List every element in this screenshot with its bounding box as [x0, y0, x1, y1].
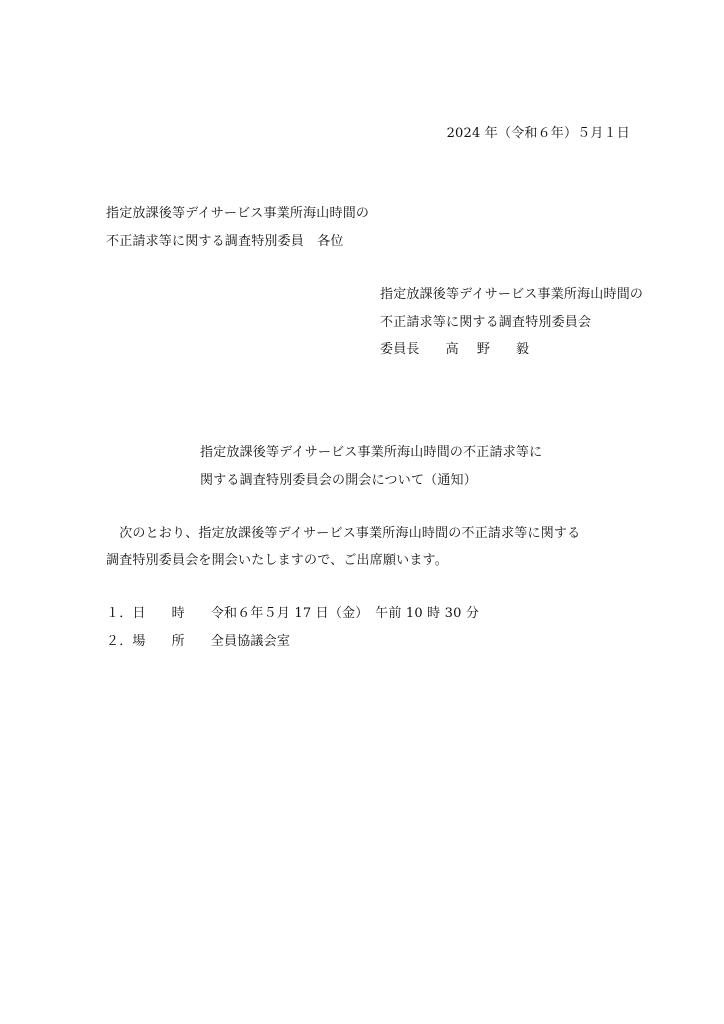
sender-name-part-2: 野	[476, 342, 491, 357]
subject-line-1: 指定放課後等デイサービス事業所海山時間の不正請求等に	[200, 445, 543, 460]
sender-signature-line	[380, 343, 529, 356]
list-item	[106, 607, 479, 620]
item-number: ２．	[106, 634, 133, 649]
recipient-line-1: 指定放課後等デイサービス事業所海山時間の	[106, 206, 370, 221]
body-text-1: 次のとおり、指定放課後等デイサービス事業所海山時間の不正請求等に関する	[119, 526, 581, 541]
subject-line-2: 関する調査特別委員会の開会について（通知）	[200, 473, 477, 488]
sender-name-part-3: 毅	[516, 342, 530, 357]
sender-name-part-1: 高	[445, 342, 459, 357]
item-label-part-2: 所	[171, 634, 185, 649]
sender-title: 委員長	[380, 342, 420, 357]
body-line-2: 調査特別委員会を開会いたしますので、ご出席願います。	[106, 553, 448, 568]
body-line-1	[106, 527, 580, 540]
item-label-part-1: 日	[132, 606, 146, 621]
sender-line-2: 不正請求等に関する調査特別委員会	[380, 315, 592, 330]
date-line: 2024 年（令和６年）５月１日	[446, 126, 630, 141]
recipient-line-2: 不正請求等に関する調査特別委員 各位	[106, 234, 344, 249]
item-value: 全員協議会室	[210, 634, 291, 649]
item-label-part-1: 場	[132, 634, 146, 649]
item-label-part-2: 時	[171, 606, 185, 621]
list-item	[106, 635, 290, 648]
item-number: １．	[106, 606, 133, 621]
item-value: 令和６年５月 17 日（金） 午前 10 時 30 分	[210, 606, 480, 621]
sender-line-1: 指定放課後等デイサービス事業所海山時間の	[380, 287, 644, 302]
